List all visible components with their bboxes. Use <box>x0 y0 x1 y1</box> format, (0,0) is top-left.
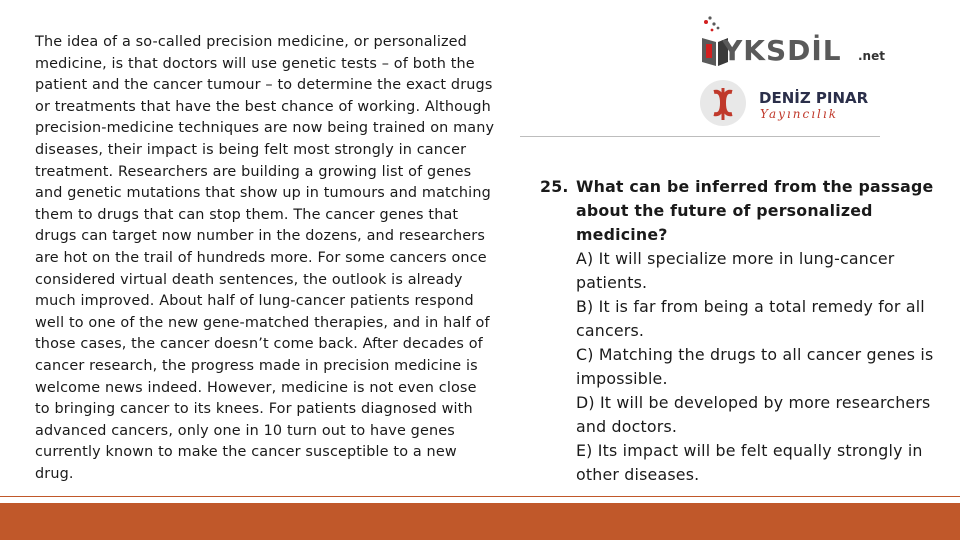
question-number: 25. <box>540 177 569 196</box>
option-e[interactable]: E) Its impact will be felt equally strongly in other diseases. <box>576 441 923 484</box>
option-d[interactable]: D) It will be developed by more researchers and doctors. <box>576 393 931 436</box>
reading-passage: The idea of a so-called precision medicine, or personalized medicine, is that doctors will use genetic tests – of both the patient and the cancer tumour – to determine the exact drugs or treatments that have the best chance of working. Although precision-medicine techniques are now being trained on many diseases, their impact is being felt most strongly in cancer treatment. Researchers are building a growing list of genes and genetic mutations that show up in tumours and matching them to drugs that can stop them. The cancer genes that drugs can target now number in the dozens, and researchers are hot on the trail of hundreds more. For some cancers once considered virtual death sentences, the outlook is already much improved. About half of lung-cancer patients respond well to one of the new gene-matched therapies, and in half of those cases, the cancer doesn’t come back. After decades of cancer research, the progress made in precision medicine is welcome news indeed. However, medicine is not even close to bringing cancer to its knees. For patients diagnosed with advanced cancers, only one in 10 turn out to have genes currently known to make the cancer susceptible to a new drug. <box>35 34 495 482</box>
question-stem: What can be inferred from the passage about the future of personalized medicine? <box>576 177 934 244</box>
yksdil-wordmark: YKSDİL <box>722 34 842 67</box>
deniz-pinar-name: DENİZ PINAR <box>759 89 869 107</box>
header-divider <box>520 136 880 137</box>
question-block <box>540 175 940 487</box>
footer-bar <box>0 503 960 540</box>
option-a[interactable]: A) It will specialize more in lung-cancer patients. <box>576 249 895 292</box>
footer-line <box>0 496 960 497</box>
yksdil-suffix: .net <box>858 49 885 63</box>
deniz-pinar-emblem-icon <box>700 80 746 126</box>
option-b[interactable]: B) It is far from being a total remedy for all cancers. <box>576 297 925 340</box>
option-c[interactable]: C) Matching the drugs to all cancer genes is impossible. <box>576 345 934 388</box>
deniz-pinar-subtitle: Yayıncılık <box>760 107 838 121</box>
